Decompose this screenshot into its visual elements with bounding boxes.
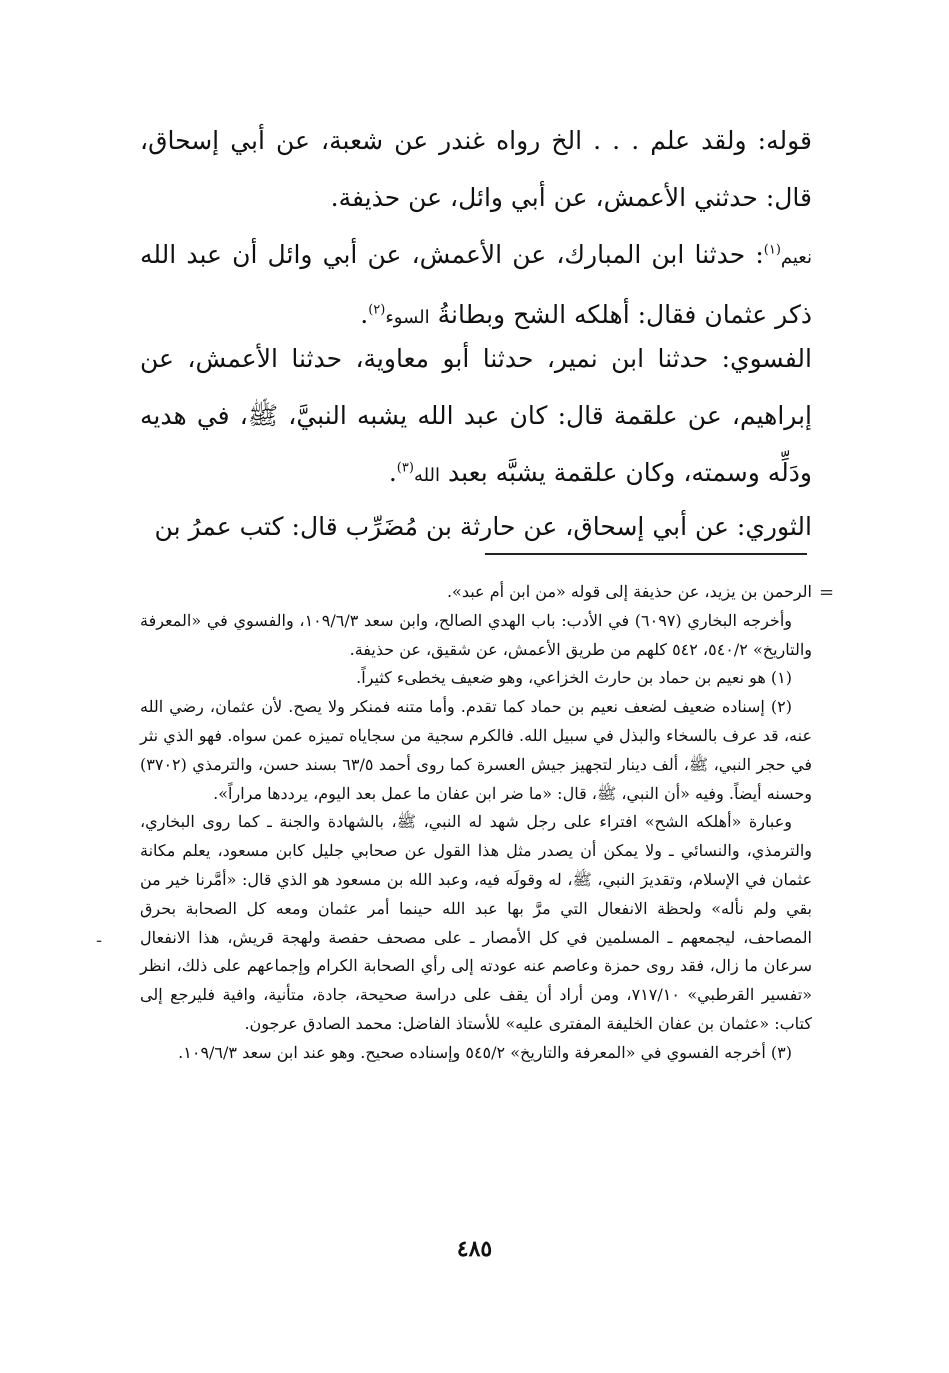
footnote-ref-1: (١) xyxy=(763,242,781,258)
footnote-continuation-mark: = xyxy=(819,582,835,603)
margin-mark: - xyxy=(96,930,103,951)
main-paragraph-2-tail: السوء xyxy=(385,307,430,328)
main-paragraph-3-end: . xyxy=(388,458,397,487)
main-paragraph-3-tail: الله xyxy=(413,465,441,486)
footnote-2-continued: وعبارة «أهلكه الشح» افتراء على رجل شهد له النبي، ﷺ، بالشهادة والجنة ـ كما روى البخاري، والترمذي، والنسائي ـ ولا يمكن أن يصدر مثل هذا القول عن صحابي جليل كابن مسعود، يعلم مكانة عثمان في الإسلام، وتقديرَ النبي، ﷺ، له وقولَه فيه، وعبد الله بن مسعود هو الذي قال: «أمَّرنا خير من بقي ولم نأله» ولحظة الانفعال التي مرَّ بها عبد الله حينما أمر عثمان ومعه كل الصحابة بحرق المصاحف، ليجمعهم ـ المسلمين في كل الأمصار ـ على مصحف حفصة ولهجة قريش، هذا الانفعال سرعان ما زال، فقد روى حمزة وعاصم عنه عودته إلى رأي الصحابة الكرام وإجماعهم على ذلك، انظر «تفسير القرطبي» ٧١٧/١٠، ومن أراد أن يقف على دراسة صحيحة، جادة، متأنية، وافية فليرجع إلى كتاب: «عثمان بن عفان الخليفة المفترى عليه» للأستاذ الفاضل: محمد الصادق عرجون. xyxy=(140,812,812,1033)
narrator-name: نعيم xyxy=(780,247,812,268)
footnote-1: (١) هو نعيم بن حماد بن حارث الخزاعي، وهو ضعيف يخطىء كثيراً. xyxy=(356,668,792,688)
main-paragraph-2-end: . xyxy=(360,300,369,329)
footnote-ref-2: (٢) xyxy=(368,302,386,318)
main-paragraph-3 xyxy=(140,330,812,504)
footnote-3: (٣) أخرجه الفسوي في «المعرفة والتاريخ» ٥٤٥/٢ وإسناده صحيح. وهو عند ابن سعد ١٠٩/٦/٣. xyxy=(178,1042,792,1062)
footnote-continued-2: وأخرجه البخاري (٦٠٩٧) في الأدب: باب الهدي الصالح، وابن سعد ١٠٩/٦/٣، والفسوي في «المعرفة والتاريخ» ٥٤٠/٢، ٥٤٢ كلهم من طريق الأعمش، عن شقيق، عن حذيفة. xyxy=(140,610,812,659)
footnote-2: (٢) إسناده ضعيف لضعف نعيم بن حماد كما تقدم. وأما متنه فمنكر ولا يصح. لأن عثمان، رضي الله عنه، قد عرف بالسخاء والبذل في سبيل الله. فالكرم سجية من سجاياه تميزه عمن سواه. فهو الذي نثر في حجر النبي، ﷺ، ألف دينار لتجهيز جيش العسرة كما روى أحمد ٦٣/٥ بسند حسن، والترمذي (٣٧٠٢) وحسنه أيضاً. وفيه «أن النبي، ﷺ، قال: «ما ضر ابن عفان ما عمل بعد اليوم، يرددها مراراً». xyxy=(140,697,812,803)
footnote-divider xyxy=(485,553,807,555)
main-paragraph-2-text: : حدثنا ابن المبارك، عن الأعمش، عن أبي وائل أن عبد الله ذكر عثمان فقال: أهلكه الشح وبطانةُ xyxy=(140,240,812,329)
main-paragraph-4: الثوري: عن أبي إسحاق، عن حارثة بن مُضَرِّب قال: كتب عمرُ بن xyxy=(154,512,812,541)
footnotes-section xyxy=(140,578,812,1068)
footnote-continued-1: الرحمن بن يزيد، عن حذيفة إلى قوله «من ابن أم عبد». xyxy=(446,582,812,601)
footnote-ref-3: (٣) xyxy=(396,460,414,476)
main-paragraph-2 xyxy=(140,226,812,346)
main-paragraph-1: قوله: ولقد علم . . . الخ رواه غندر عن شعبة، عن أبي إسحاق، قال: حدثني الأعمش، عن أبي وائل، عن حذيفة. xyxy=(140,126,812,212)
page-number: ٤٨٥ xyxy=(456,1236,493,1262)
main-paragraph-3-text: الفسوي: حدثنا ابن نمير، حدثنا أبو معاوية، حدثنا الأعمش، عن إبراهيم، عن علقمة قال: كان عبد الله يشبه النبيَّ، ﷺ، في هديه ودَلِّه وسمته، وكان علقمة يشبَّه بعبد xyxy=(140,344,812,487)
